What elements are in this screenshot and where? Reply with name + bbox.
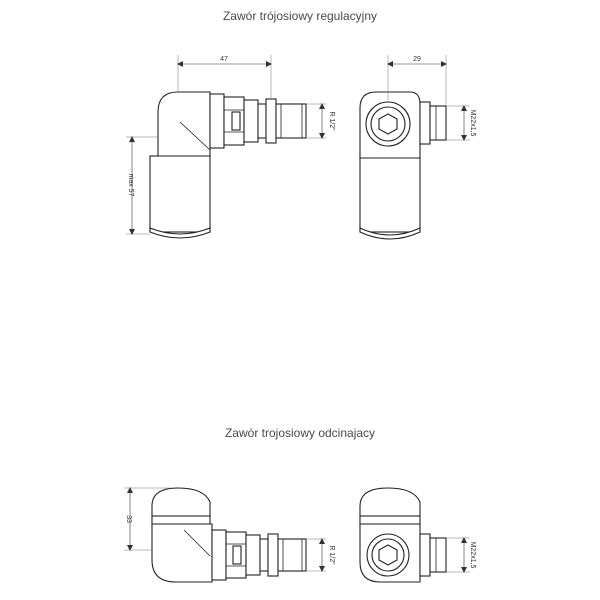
top-side-width-dimension: 47 xyxy=(220,56,228,63)
bottom-front-thread-dimension: M22x1,5 xyxy=(469,541,476,569)
top-front-thread-dimension: M22x1,5 xyxy=(469,109,476,137)
top-side-view xyxy=(126,55,335,238)
bottom-front-view xyxy=(360,488,476,582)
top-front-width-dimension: 29 xyxy=(413,56,421,63)
top-side-height-dimension: max 57 xyxy=(127,173,134,197)
top-front-view xyxy=(360,55,476,239)
top-side-thread-dimension: R 1/2" xyxy=(328,111,335,131)
bottom-drawing-title: Zawór trojosiowy odcinajacy xyxy=(224,426,376,440)
top-drawing-title: Zawór trójosiowy regulacyjny xyxy=(222,9,378,23)
bottom-side-thread-dimension: R 1/2" xyxy=(328,545,335,565)
bottom-side-view xyxy=(124,488,335,582)
bottom-side-height-dimension: 33 xyxy=(125,515,132,523)
